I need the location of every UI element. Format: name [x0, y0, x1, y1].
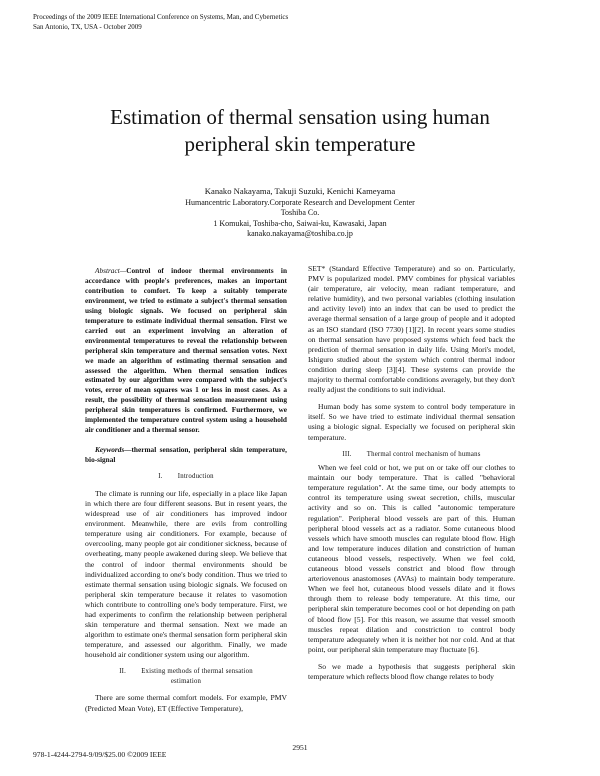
title-line-2: peripheral skin temperature: [184, 132, 416, 156]
existing-methods-text-cont: SET* (Standard Effective Temperature) and so on. Particularly, PMV is popularized model. PMV combines for physical variables (air temperature, air velocity, mean radiant temperature, and relative humidity), and two personal variables (clothing insulation and activity level) into an index that can be used to predict the average thermal sensation of a large group of people and it adopted as an ISO standard (ISO 7730) [1][2]. In recent years some studies on thermal sensation have proposed systems which feed back the prediction of thermal sensation in daily life. Using Mori's model, Ishiguro studied about the system which control thermal indoor condition during sleep [3][4]. These systems can provide the majority to thermal comfortable conditions averagely, but they don't really adjust the conditions to suit individual.: [308, 264, 515, 395]
author-email: kanako.nakayama@toshiba.co.jp: [247, 229, 353, 239]
keywords: [85, 445, 287, 465]
abstract-label: Abstract—: [95, 266, 127, 275]
left-column: [85, 266, 287, 714]
author-block: [0, 186, 600, 240]
keywords-label: Keywords—: [95, 445, 132, 455]
thermal-control-text: When we feel cold or hot, we put on or take off our clothes to maintain our body temperature. That is called "behavioral temperature regulation". At the same time, our body attempts to control its temperature using sweat secretion, chills, muscular activity and so on. This is called "autonomic temperature regulation". Peripheral blood vessels are part of this. Human peripheral blood vessels act as a radiator. Some cutaneous blood vessels which have smooth muscles can regulate blood flow. High and low temperature induces dilation and constriction of human cutaneous blood vessels, respectively. When we feel cold, cutaneous blood vessels constrict and blood flow through arteriovenous anastomoses (AVAs) to maintain body temperature. When we feel hot, cutaneous blood vessels dilate and it flows through them to release body temperature. At this time, our peripheral skin temperature becomes cool or hot depending on path of blood flow [5]. For this reason, we assume that vessel smooth muscles repeat dilation and constriction to control body temperature adequately when it is neither hot nor cold. And at that point, our peripheral skin temperature may fluctuate [6].: [308, 463, 515, 654]
right-column: [308, 264, 515, 682]
author-lab: Humancentric Laboratory.Corporate Research and Development Center: [185, 197, 415, 207]
abstract: [85, 266, 287, 435]
page-number: 2951: [292, 743, 308, 752]
section-heading-thermal-control: III. Thermal control mechanism of humans: [342, 450, 481, 458]
isbn-footer: 978-1-4244-2794-9/09/$25.00 ©2009 IEEE: [33, 750, 167, 759]
header-line-2: San Antonio, TX, USA - October 2009: [33, 23, 142, 31]
abstract-text: Control of indoor thermal environments in accordance with people's preferences, makes an important contribution to comfort. To keep a suitably temperate environment, we tried to estimate a subject's thermal sensation using biologic signals. We focused on peripheral skin temperature to estimate individual thermal sensation. First we carried out an experiment involving an alteration of environmental temperatures to reveal the relationship between peripheral skin temperature and thermal sensation votes. Next we made an algorithm of estimating thermal sensation and assessed the algorithm. When thermal sensation indices estimated by our algorithm were compared with the subject's votes, error of mean squares was 1 or less in most cases. As a result, the possibility of thermal sensation measurement using peripheral skin temperatures is confirmed. Furthermore, we implemented the temperature control system using a household air conditioner and a thermal sensor.: [85, 266, 287, 435]
header-line-1: Proceedings of the 2009 IEEE International Conference on Systems, Man, and Cybernetics: [33, 13, 289, 21]
author-company: Toshiba Co.: [280, 208, 320, 218]
introduction-text: The climate is running our life, especially in a place like Japan in which there are four different seasons. But in resent years, the widespread use of air conditioners has improved indoor environment. Meanwhile, there are evils from controlling temperature using air conditioners. For example, because of overcooling, many people got air conditioner sickness, because of overheating, many people awakened during sleep. We believe that the control of indoor thermal environments should be individualized according to one's body condition. Thus we tried to estimate thermal sensation using biologic signals. We focused on peripheral skin temperature because it relates to vasomotion which contribute to controlling one's body temperature. First, we had experiments to confirm the relationship between peripheral skin temperature and thermal sensation. Next we made an algorithm to estimate one's thermal sensation form peripheral skin temperature, and assessed our algorithm. Finally, we made household air conditioner system using our algorithm.: [85, 488, 287, 660]
proceedings-header: [33, 12, 288, 32]
body-temperature-paragraph: Human body has some system to control body temperature in itself. So we have tried to estimate individual thermal sensation using a biologic signal. Especially we focused on peripheral skin temperature.: [308, 402, 515, 442]
section-heading-introduction: I. Introduction: [158, 473, 214, 481]
keywords-text: thermal sensation, peripheral skin temperature, bio-signal: [85, 445, 287, 465]
title-line-1: Estimation of thermal sensation using human: [110, 105, 490, 129]
paper-title: [0, 104, 600, 158]
section-heading-existing-methods: II. Existing methods of thermal sensation: [119, 668, 253, 676]
author-address: 1 Komukai, Toshiba-cho, Saiwai-ku, Kawasaki, Japan: [213, 218, 387, 228]
section-heading-existing-methods-cont: estimation: [170, 677, 202, 685]
author-names: Kanako Nakayama, Takuji Suzuki, Kenichi Kameyama: [204, 186, 396, 196]
hypothesis-text: So we made a hypothesis that suggests peripheral skin temperature which reflects blood flow change relates to body: [308, 661, 515, 681]
existing-methods-text: There are some thermal comfort models. For example, PMV (Predicted Mean Vote), ET (Effective Temperature),: [85, 693, 287, 713]
